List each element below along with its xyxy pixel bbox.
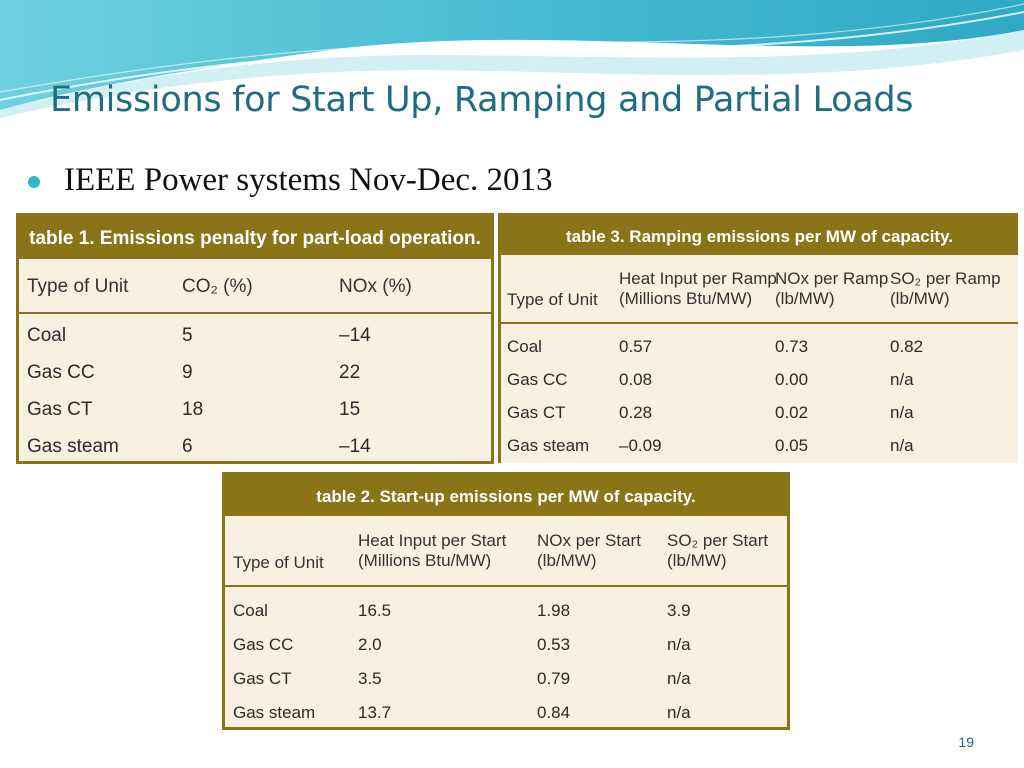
table-cell: Gas CC (27, 362, 95, 383)
table-cell: 22 (339, 362, 361, 383)
column-header (667, 531, 768, 570)
table-cell: Gas CT (233, 669, 292, 688)
table-row (225, 593, 787, 627)
column-header-line: (lb/MW) (537, 550, 597, 570)
table-part-load-emissions (16, 213, 494, 464)
table-cell: Gas steam (233, 703, 316, 722)
table-cell: 0.08 (619, 370, 653, 389)
table-row (19, 318, 491, 355)
table-cell: 1.98 (537, 601, 571, 620)
table-cell: 13.7 (358, 703, 392, 722)
table-ramping-emissions (498, 213, 1018, 463)
table-row (225, 627, 787, 661)
column-header (537, 531, 641, 570)
table-caption: table 1. Emissions penalty for part-load operation. (19, 216, 491, 262)
table-header-row (501, 258, 1018, 324)
table-startup-emissions (222, 472, 790, 730)
table-cell: n/a (667, 703, 691, 722)
table-cell: Coal (27, 325, 67, 346)
column-header-line: (Millions Btu/MW) (619, 288, 753, 308)
table-row (501, 396, 1018, 429)
table-cell: Gas CC (507, 370, 568, 389)
bullet-text: IEEE Power systems Nov-Dec. 2013 (64, 162, 553, 198)
table-cell: n/a (890, 403, 914, 422)
table-cell: Coal (233, 601, 268, 620)
table-cell: –14 (339, 436, 371, 457)
table-cell: n/a (667, 669, 691, 688)
table-cell: 2.0 (358, 635, 382, 654)
column-header (775, 269, 888, 308)
column-header (619, 269, 777, 308)
table-cell: 18 (182, 399, 204, 420)
table-row (501, 363, 1018, 396)
table-cell: Gas CT (27, 399, 93, 420)
column-header-line: SO₂ per Ramp (890, 269, 1001, 288)
table-cell: n/a (890, 436, 914, 455)
table-cell: 3.5 (358, 669, 382, 688)
table-cell: 0.57 (619, 337, 653, 356)
table-row (501, 429, 1018, 462)
table-cell: Gas CC (233, 635, 294, 654)
table-cell: 0.82 (890, 337, 924, 356)
table-cell: 6 (182, 436, 193, 457)
table-caption: table 2. Start-up emissions per MW of capacity. (225, 475, 787, 519)
table-cell: 16.5 (358, 601, 392, 620)
column-header-line: Heat Input per Start (358, 531, 507, 550)
table-cell: 5 (182, 325, 193, 346)
column-header-line: (lb/MW) (890, 288, 950, 308)
column-header-line: SO₂ per Start (667, 531, 769, 550)
table-cell: 0.73 (775, 337, 809, 356)
table-row (225, 661, 787, 695)
table-cell: 15 (339, 399, 361, 420)
table-cell: 0.79 (537, 669, 571, 688)
column-header: NOx (%) (339, 276, 412, 297)
column-header: Type of Unit (233, 553, 324, 572)
column-header: Type of Unit (507, 290, 598, 309)
table-cell: Gas steam (507, 436, 590, 455)
column-header: CO₂ (%) (182, 276, 253, 297)
table-cell: 0.28 (619, 403, 653, 422)
table-cell: 0.84 (537, 703, 571, 722)
column-header-line: NOx per Ramp (775, 269, 889, 288)
table-row (19, 392, 491, 429)
column-header-line: (Millions Btu/MW) (358, 550, 492, 570)
column-header-line: (lb/MW) (775, 288, 835, 308)
table-cell: 0.53 (537, 635, 571, 654)
table-row (501, 330, 1018, 363)
table-header-row (19, 262, 491, 314)
column-header-line: NOx per Start (537, 531, 641, 550)
table-cell: 3.9 (667, 601, 691, 620)
table-caption: table 3. Ramping emissions per MW of capacity. (501, 216, 1018, 258)
column-header-line: (lb/MW) (667, 550, 727, 570)
column-header: Type of Unit (27, 276, 129, 297)
column-header-line: Heat Input per Ramp (619, 269, 777, 288)
table-cell: n/a (667, 635, 691, 654)
table-cell: 0.05 (775, 436, 809, 455)
table-row (19, 355, 491, 392)
table-cell: 0.02 (775, 403, 809, 422)
table-cell: –14 (339, 325, 371, 346)
table-row (225, 695, 787, 729)
column-header (358, 531, 506, 570)
slide-title: Emissions for Start Up, Ramping and Partial Loads (50, 80, 914, 120)
table-row (19, 429, 491, 464)
table-cell: Coal (507, 337, 542, 356)
column-header (890, 269, 1001, 308)
table-header-row (225, 519, 787, 587)
page-number: 19 (958, 734, 974, 750)
table-cell: Gas CT (507, 403, 566, 422)
table-cell: –0.09 (619, 436, 662, 455)
table-cell: Gas steam (27, 436, 119, 457)
table-cell: 0.00 (775, 370, 809, 389)
table-cell: 9 (182, 362, 193, 383)
bullet-dot-icon (28, 176, 40, 188)
table-cell: n/a (890, 370, 914, 389)
